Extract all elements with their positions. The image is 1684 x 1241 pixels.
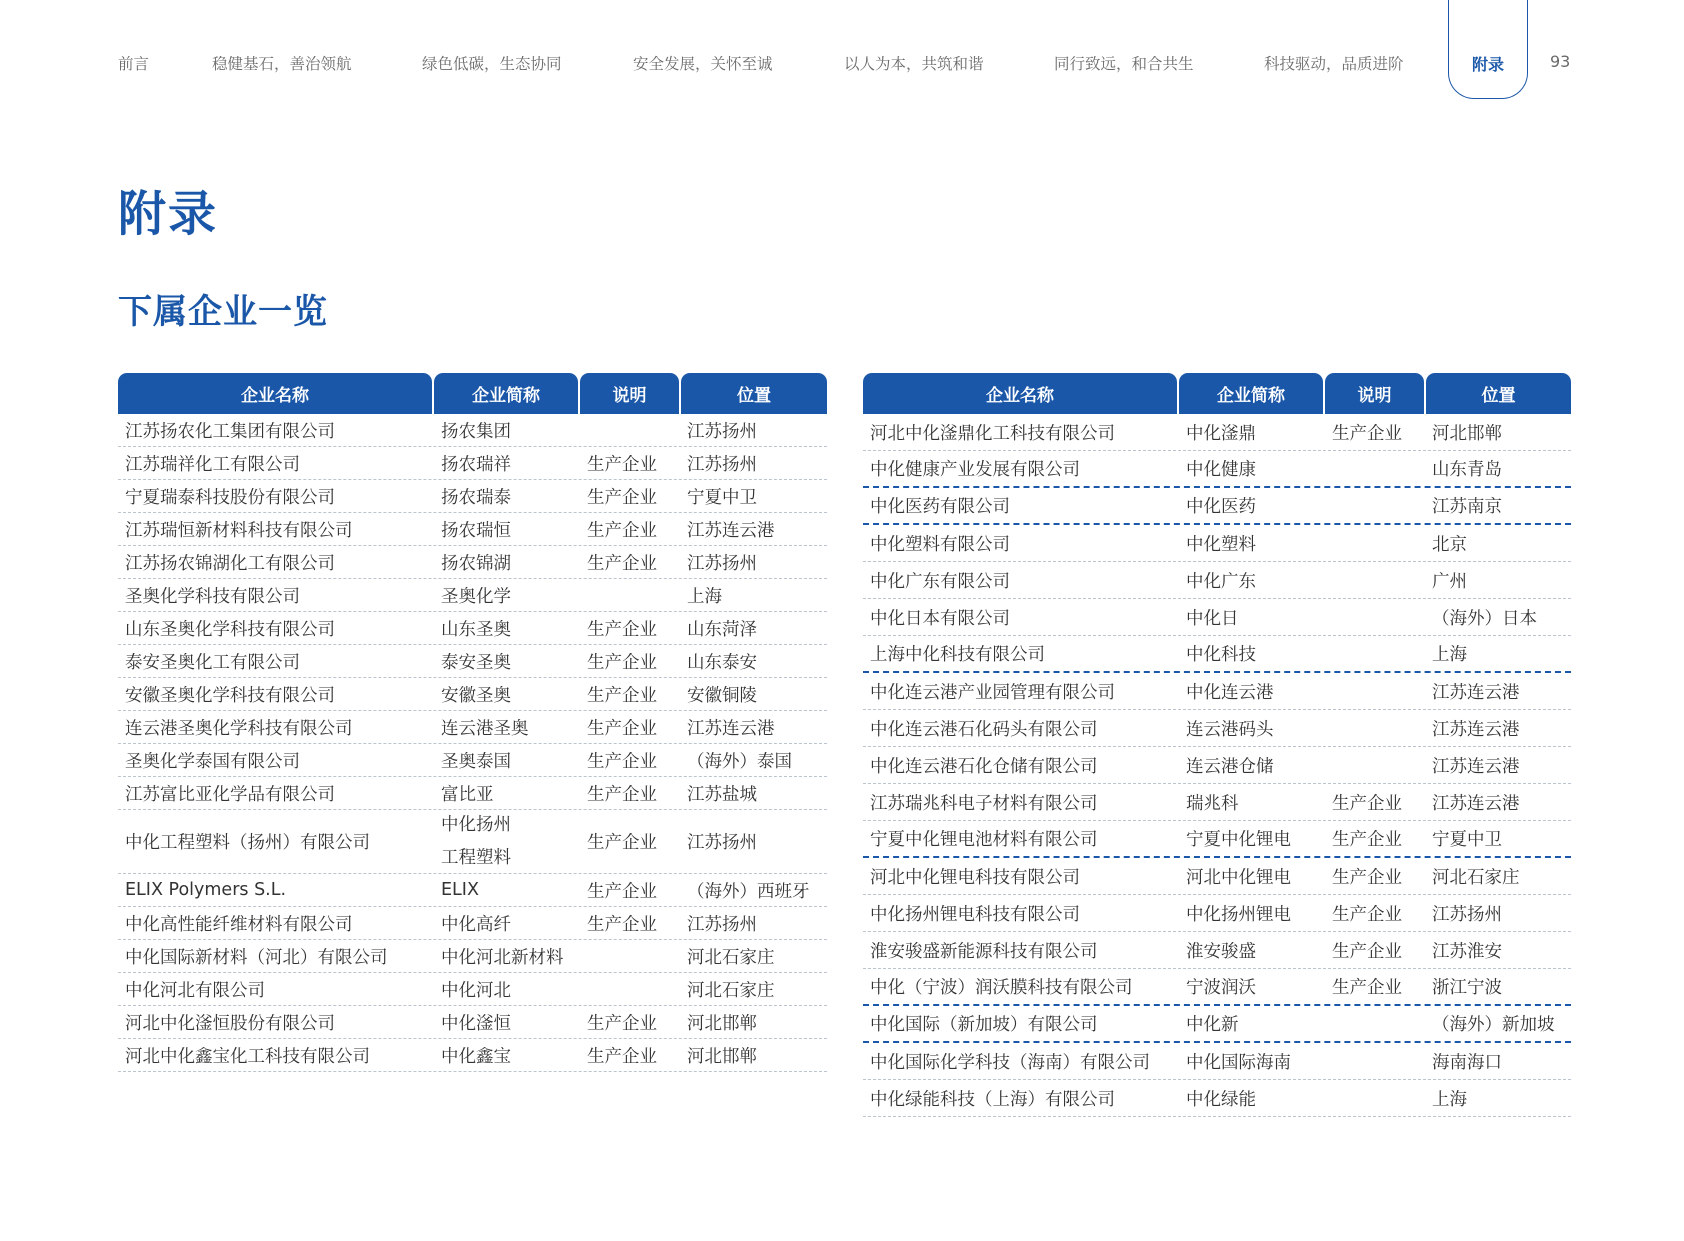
company-note: 生产企业 [587,619,657,640]
company-note [1332,1006,1426,1041]
company-location: 宁夏中卫 [687,487,757,508]
company-location: 江苏扬州 [687,833,757,853]
company-note: 生产企业 [1332,978,1402,998]
company-location: 河北邯郸 [687,1046,757,1067]
company-name: 宁夏中化锂电池材料有限公司 [870,830,1098,850]
table-row [118,1006,827,1039]
company-note [587,973,681,1005]
company-short-name: 淮安骏盛 [1186,941,1256,962]
company-note: 生产企业 [587,520,657,541]
company-name: 江苏扬农锦湖化工有限公司 [125,553,335,574]
company-short-name: 中化新 [1186,1015,1239,1035]
company-short-name: 中化科技 [1186,645,1256,665]
table-row [118,480,827,513]
table-header-right [863,373,1571,414]
company-location: 江苏扬州 [687,421,757,442]
header-company-name: 企业名称 [863,373,1177,414]
top-navigation [0,0,1684,110]
table-row [118,711,827,744]
company-location: 广州 [1432,571,1467,592]
company-name: 中化连云港石化码头有限公司 [870,719,1098,740]
company-location: 江苏连云港 [687,520,775,541]
company-short-name: 扬农锦湖 [441,553,511,574]
table-row [118,907,827,940]
table-row [863,525,1571,562]
header-location: 位置 [681,373,827,414]
company-note [1332,488,1426,523]
company-location: 江苏连云港 [1432,793,1520,814]
company-short-name: ELIX [441,880,479,900]
company-short-name: 中化连云港 [1186,682,1274,703]
company-name: 圣奥化学泰国有限公司 [125,751,300,772]
company-short-name: 中化国际海南 [1186,1052,1291,1073]
company-name: 江苏富比亚化学品有限公司 [125,784,335,805]
company-name: 山东圣奥化学科技有限公司 [125,619,335,640]
table-row [863,969,1571,1006]
header-short-name: 企业简称 [434,373,578,414]
nav-active-tab-frame [1448,0,1528,99]
table-body-right [863,414,1571,1117]
company-short-name: 扬农瑞恒 [441,520,511,541]
company-name: 江苏扬农化工集团有限公司 [125,421,335,442]
table-row [863,784,1571,821]
nav-item-green[interactable]: 绿色低碳，生态协同 [422,55,562,73]
table-row [863,710,1571,747]
company-short-name: 泰安圣奥 [441,652,511,673]
company-name: 中化（宁波）润沃膜科技有限公司 [870,978,1133,998]
company-short-name: 圣奥化学 [441,586,511,607]
company-name: 江苏瑞祥化工有限公司 [125,454,300,475]
company-name: 圣奥化学科技有限公司 [125,586,300,607]
table-row [863,1043,1571,1080]
company-note [1332,1043,1426,1079]
table-row [118,940,827,973]
company-note: 生产企业 [587,914,657,935]
company-short-name: 河北中化锂电 [1186,867,1291,888]
table-row [863,488,1571,525]
section-title: 下属企业一览 [118,292,328,332]
company-short-name: 山东圣奥 [441,619,511,640]
company-name: 中化日本有限公司 [870,608,1010,629]
company-name: 中化连云港产业园管理有限公司 [870,682,1115,703]
company-short-name: 中化扬州锂电 [1186,904,1291,925]
company-short-name: 富比亚 [441,784,494,805]
company-location: 江苏扬州 [1432,904,1502,925]
company-name: 中化医药有限公司 [870,497,1010,517]
nav-item-safety[interactable]: 安全发展，关怀至诚 [633,55,773,73]
company-name: 中化塑料有限公司 [870,534,1010,555]
company-short-name [441,810,581,873]
company-location: 江苏南京 [1432,497,1502,517]
table-row [118,777,827,810]
nav-item-governance[interactable]: 稳健基石，善治领航 [212,55,352,73]
header-short-name: 企业简称 [1179,373,1323,414]
company-note: 生产企业 [587,881,657,902]
company-short-name: 中化健康 [1186,460,1256,480]
table-row [863,747,1571,784]
table-body-left [118,414,827,1072]
company-short-name: 扬农集团 [441,421,511,442]
company-note [1332,710,1426,746]
table-row [118,546,827,579]
company-short-name: 宁波润沃 [1186,978,1256,998]
company-name: 中化国际（新加坡）有限公司 [870,1015,1098,1035]
company-short-name: 连云港圣奥 [441,718,529,739]
company-note [587,579,681,611]
company-note [1332,673,1426,709]
company-note: 生产企业 [1332,867,1402,888]
company-short-name-line: 中化扬州 [441,814,511,835]
company-note [587,414,681,446]
company-short-name: 中化河北新材料 [441,947,564,968]
company-note: 生产企业 [587,685,657,706]
company-name: ELIX Polymers S.L. [125,880,287,900]
table-row [118,1039,827,1072]
table-row [118,810,827,874]
company-name: 中化国际新材料（河北）有限公司 [125,947,388,968]
header-note: 说明 [1325,373,1424,414]
page-title: 附录 [118,186,219,242]
company-location: 江苏连云港 [1432,719,1520,740]
nav-item-technology[interactable]: 科技驱动，品质进阶 [1264,55,1404,73]
nav-item-foreword[interactable]: 前言 [118,55,150,73]
company-location: 江苏连云港 [1432,756,1520,777]
company-name: 中化健康产业发展有限公司 [870,460,1080,480]
company-note [1332,599,1426,635]
company-name: 连云港圣奥化学科技有限公司 [125,718,353,739]
table-row [863,673,1571,710]
company-short-name: 中化滏鼎 [1186,423,1256,444]
company-location: （海外）新加坡 [1432,1015,1555,1035]
company-note: 生产企业 [1332,904,1402,925]
company-location: 山东青岛 [1432,460,1502,480]
company-name: 中化绿能科技（上海）有限公司 [870,1089,1115,1110]
company-location: 山东泰安 [687,652,757,673]
company-location: 安徽铜陵 [687,685,757,706]
table-row [863,1080,1571,1117]
company-short-name: 中化日 [1186,608,1239,629]
nav-item-partners[interactable]: 同行致远，和合共生 [1054,55,1194,73]
page-number: 93 [1550,52,1571,71]
company-location: 河北石家庄 [1432,867,1520,888]
table-row [118,447,827,480]
company-note: 生产企业 [587,833,657,853]
company-note: 生产企业 [1332,423,1402,444]
table-header-left [118,373,827,414]
company-name: 淮安骏盛新能源科技有限公司 [870,941,1098,962]
table-row [863,821,1571,858]
company-note [587,940,681,972]
company-note [1332,636,1426,671]
table-row [118,973,827,1006]
company-short-name: 宁夏中化锂电 [1186,830,1291,850]
company-location: 山东菏泽 [687,619,757,640]
company-name: 江苏瑞恒新材料科技有限公司 [125,520,353,541]
company-short-name: 中化塑料 [1186,534,1256,555]
company-short-name: 中化鑫宝 [441,1046,511,1067]
company-short-name-line: 工程塑料 [441,847,511,868]
company-note: 生产企业 [587,454,657,475]
company-note [1332,1080,1426,1116]
company-note [1332,451,1426,486]
table-row [863,1006,1571,1043]
company-location: 宁夏中卫 [1432,830,1502,850]
table-row [863,636,1571,673]
company-short-name: 圣奥泰国 [441,751,511,772]
company-note: 生产企业 [587,1046,657,1067]
company-name: 河北中化锂电科技有限公司 [870,867,1080,888]
company-note: 生产企业 [1332,830,1402,850]
company-short-name: 中化滏恒 [441,1013,511,1034]
company-name: 中化河北有限公司 [125,980,265,1001]
company-name: 中化连云港石化仓储有限公司 [870,756,1098,777]
company-short-name: 瑞兆科 [1186,793,1239,814]
company-name: 中化扬州锂电科技有限公司 [870,904,1080,925]
company-location: 江苏连云港 [1432,682,1520,703]
company-short-name: 扬农瑞祥 [441,454,511,475]
company-location: （海外）日本 [1432,608,1537,629]
table-row [118,414,827,447]
table-row [118,579,827,612]
table-row [118,513,827,546]
company-location: 江苏扬州 [687,553,757,574]
table-row [118,678,827,711]
company-note: 生产企业 [587,487,657,508]
company-location: 江苏扬州 [687,914,757,935]
company-note: 生产企业 [587,718,657,739]
company-location: 北京 [1432,534,1467,555]
company-note: 生产企业 [587,553,657,574]
company-location: 河北邯郸 [1432,423,1502,444]
company-location: 河北石家庄 [687,980,775,1001]
company-location: 江苏扬州 [687,454,757,475]
table-row [863,932,1571,969]
company-short-name: 中化河北 [441,980,511,1001]
company-note: 生产企业 [1332,941,1402,962]
table-row [863,895,1571,932]
company-short-name: 连云港码头 [1186,719,1274,740]
company-location: （海外）西班牙 [687,881,810,902]
company-location: 河北邯郸 [687,1013,757,1034]
table-row [863,599,1571,636]
header-note: 说明 [580,373,679,414]
company-name: 上海中化科技有限公司 [870,645,1045,665]
company-short-name: 中化绿能 [1186,1089,1256,1110]
company-name: 安徽圣奥化学科技有限公司 [125,685,335,706]
company-name: 河北中化滏鼎化工科技有限公司 [870,423,1115,444]
table-row [863,451,1571,488]
company-name: 河北中化鑫宝化工科技有限公司 [125,1046,370,1067]
table-row [118,612,827,645]
company-note: 生产企业 [587,751,657,772]
company-location: 上海 [687,586,722,607]
table-row [863,562,1571,599]
company-name: 中化国际化学科技（海南）有限公司 [870,1052,1150,1073]
company-short-name: 连云港仓储 [1186,756,1274,777]
nav-item-people[interactable]: 以人为本，共筑和谐 [844,55,984,73]
company-short-name: 安徽圣奥 [441,685,511,706]
table-row [118,874,827,907]
company-note [1332,747,1426,783]
company-location: （海外）泰国 [687,751,792,772]
nav-item-appendix[interactable]: 附录 [1471,55,1504,74]
table-row [863,414,1571,451]
company-note: 生产企业 [587,1013,657,1034]
company-name: 中化工程塑料（扬州）有限公司 [125,833,370,853]
company-short-name: 中化医药 [1186,497,1256,517]
company-name: 中化广东有限公司 [870,571,1010,592]
company-note [1332,525,1426,561]
subsidiary-table-left [118,373,827,1072]
company-location: 浙江宁波 [1432,978,1502,998]
company-location: 河北石家庄 [687,947,775,968]
company-short-name: 扬农瑞泰 [441,487,511,508]
company-note: 生产企业 [587,652,657,673]
header-company-name: 企业名称 [118,373,432,414]
company-location: 江苏盐城 [687,784,757,805]
company-name: 河北中化滏恒股份有限公司 [125,1013,335,1034]
company-location: 上海 [1432,645,1467,665]
company-location: 江苏连云港 [687,718,775,739]
company-name: 中化高性能纤维材料有限公司 [125,914,353,935]
company-note: 生产企业 [1332,793,1402,814]
company-name: 江苏瑞兆科电子材料有限公司 [870,793,1098,814]
table-row [118,645,827,678]
company-short-name: 中化广东 [1186,571,1256,592]
header-location: 位置 [1426,373,1571,414]
table-row [863,858,1571,895]
company-note: 生产企业 [587,784,657,805]
company-short-name: 中化高纤 [441,914,511,935]
company-name: 泰安圣奥化工有限公司 [125,652,300,673]
company-location: 江苏淮安 [1432,941,1502,962]
subsidiary-table-right [863,373,1571,1117]
company-name: 宁夏瑞泰科技股份有限公司 [125,487,335,508]
company-note [1332,562,1426,598]
company-location: 上海 [1432,1089,1467,1110]
company-location: 海南海口 [1432,1052,1502,1073]
table-row [118,744,827,777]
